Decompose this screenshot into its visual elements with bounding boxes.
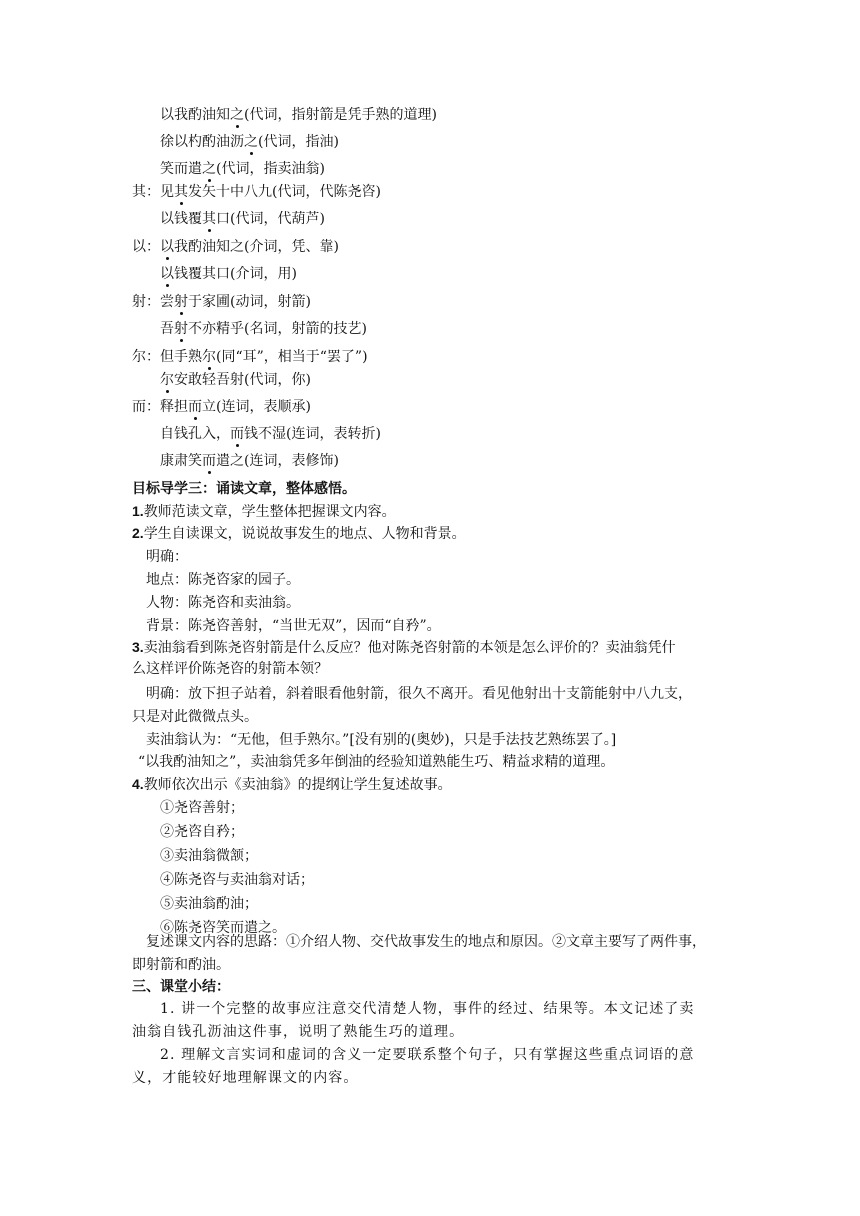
word-head: 尔： bbox=[132, 349, 160, 365]
she-example-1 bbox=[132, 292, 311, 312]
summary-point-2: 2. 理解文言实词和虚词的含义一定要联系整个句子，只有掌握这些重点词语的意 bbox=[160, 1047, 695, 1063]
outline-item: ④陈尧咨与卖油翁对话； bbox=[160, 872, 314, 888]
summary-point-1-cont: 油翁自钱孔沥油这件事，说明了熟能生巧的道理。 bbox=[132, 1024, 465, 1040]
er2-example-2 bbox=[160, 424, 381, 444]
zhi-example-3 bbox=[160, 159, 325, 179]
clarify-answer-cont: 只是对此微微点头。 bbox=[132, 709, 258, 725]
outline-item: ③卖油翁微颔； bbox=[160, 848, 258, 864]
item-2 bbox=[132, 523, 466, 544]
summary-point-2-cont: 义，才能较好地理解课文的内容。 bbox=[132, 1070, 359, 1086]
text: 口(代词，代葫芦) bbox=[216, 211, 325, 227]
outline-item: ②尧咨自矜； bbox=[160, 824, 244, 840]
emphasis-char: 以 bbox=[160, 239, 174, 255]
text: 尝 bbox=[160, 294, 174, 310]
text: 安敢轻吾射(代词，你) bbox=[174, 372, 311, 388]
text: 吾 bbox=[160, 321, 174, 337]
item-number: 3. bbox=[132, 639, 144, 655]
item-3 bbox=[132, 637, 676, 658]
summary-title: 三、课堂小结： bbox=[132, 979, 230, 995]
text: 钱覆其口(介词，用) bbox=[174, 266, 297, 282]
qi-example-1 bbox=[132, 182, 381, 202]
text: 于家圃(动词，射箭) bbox=[188, 294, 311, 310]
she-example-2 bbox=[160, 319, 367, 339]
item-4 bbox=[132, 774, 452, 795]
outline-item: ①尧咨善射； bbox=[160, 800, 244, 816]
text: 见 bbox=[160, 184, 174, 200]
zhi-example-1 bbox=[160, 105, 437, 125]
opinion-line: 卖油翁认为：“无他，但手熟尔。”[没有别的(奥妙)，只是手法技艺熟练罢了。] bbox=[146, 732, 617, 748]
yi-example-2 bbox=[160, 264, 297, 284]
text: 钱不湿(连词，表转折) bbox=[244, 426, 381, 442]
er2-example-3 bbox=[160, 451, 339, 471]
emphasis-char: 射 bbox=[174, 321, 188, 337]
reason-line: “以我酌油知之”，卖油翁凭多年倒油的经验知道熟能生巧、精益求精的道理。 bbox=[138, 754, 615, 770]
qi-example-2 bbox=[160, 209, 325, 229]
item-3-cont: 么这样评价陈尧咨的射箭本领？ bbox=[132, 661, 328, 677]
text: 教师依次出示《卖油翁》的提纲让学生复述故事。 bbox=[143, 777, 452, 793]
text: 卖油翁看到陈尧咨射箭是什么反应？他对陈尧咨射箭的本领是怎么评价的？卖油翁凭什 bbox=[143, 640, 676, 656]
er2-example-1 bbox=[132, 397, 311, 417]
text: 自钱孔入， bbox=[160, 426, 230, 442]
emphasis-char: 尔 bbox=[160, 372, 174, 388]
emphasis-char: 之 bbox=[202, 161, 216, 177]
text: 但手熟 bbox=[160, 349, 202, 365]
emphasis-char: 而 bbox=[188, 399, 202, 415]
emphasis-char: 尔 bbox=[202, 349, 216, 365]
item-1 bbox=[132, 501, 396, 522]
retell-line-cont: 即射箭和酌油。 bbox=[132, 957, 230, 973]
text: 徐以杓酌油沥 bbox=[160, 134, 244, 150]
text: 以钱覆 bbox=[160, 211, 202, 227]
retell-line: 复述课文内容的思路：①介绍人物、交代故事发生的地点和原因。②文章主要写了两件事， bbox=[146, 934, 706, 950]
item-number: 2. bbox=[132, 525, 144, 541]
emphasis-char: 射 bbox=[174, 294, 188, 310]
background-line: 背景：陈尧咨善射，“当世无双”，因而“自矜”。 bbox=[146, 618, 441, 634]
text: (代词，指射箭是凭手熟的道理) bbox=[244, 107, 437, 123]
people-line: 人物：陈尧咨和卖油翁。 bbox=[146, 595, 300, 611]
text: 学生自读课文，说说故事发生的地点、人物和背景。 bbox=[143, 526, 466, 542]
text: (同“耳”，相当于“罢了”) bbox=[216, 349, 368, 365]
clarify-label: 明确： bbox=[146, 549, 188, 565]
emphasis-char: 而 bbox=[202, 453, 216, 469]
text: 发矢十中八九(代词，代陈尧咨) bbox=[188, 184, 381, 200]
word-head: 射： bbox=[132, 294, 160, 310]
zhi-example-2 bbox=[160, 132, 339, 152]
text: 立(连词，表顺承) bbox=[202, 399, 311, 415]
text: 遣之(连词，表修饰) bbox=[216, 453, 339, 469]
summary-point-1: 1. 讲一个完整的故事应注意交代清楚人物，事件的经过、结果等。本文记述了卖 bbox=[160, 1001, 695, 1017]
text: 释担 bbox=[160, 399, 188, 415]
text: (代词，指油) bbox=[258, 134, 339, 150]
item-number: 4. bbox=[132, 776, 144, 792]
text: 康肃笑 bbox=[160, 453, 202, 469]
text: 以我酌油知 bbox=[160, 107, 230, 123]
emphasis-char: 其 bbox=[202, 211, 216, 227]
er-example-2 bbox=[160, 370, 311, 390]
er-example-1 bbox=[132, 347, 368, 367]
emphasis-char: 其 bbox=[174, 184, 188, 200]
clarify-answer: 明确：放下担子站着，斜着眼看他射箭，很久不离开。看见他射出十支箭能射中八九支， bbox=[146, 686, 692, 702]
section3-title: 目标导学三：诵读文章，整体感悟。 bbox=[132, 481, 356, 497]
place-line: 地点：陈尧咨家的园子。 bbox=[146, 572, 300, 588]
yi-example-1 bbox=[132, 237, 339, 257]
text: 不亦精乎(名词，射箭的技艺) bbox=[188, 321, 367, 337]
word-head: 而： bbox=[132, 399, 160, 415]
text: 我酌油知之(介词，凭、靠) bbox=[174, 239, 339, 255]
outline-item: ⑤卖油翁酌油； bbox=[160, 896, 258, 912]
text: (代词，指卖油翁) bbox=[216, 161, 325, 177]
item-number: 1. bbox=[132, 503, 144, 519]
word-head: 其： bbox=[132, 184, 160, 200]
emphasis-char: 之 bbox=[230, 107, 244, 123]
emphasis-char: 以 bbox=[160, 266, 174, 282]
emphasis-char: 之 bbox=[244, 134, 258, 150]
text: 笑而遣 bbox=[160, 161, 202, 177]
word-head: 以： bbox=[132, 239, 160, 255]
outline-item: ⑥陈尧咨笑而遣之。 bbox=[160, 920, 286, 936]
emphasis-char: 而 bbox=[230, 426, 244, 442]
text: 教师范读文章，学生整体把握课文内容。 bbox=[143, 504, 396, 520]
